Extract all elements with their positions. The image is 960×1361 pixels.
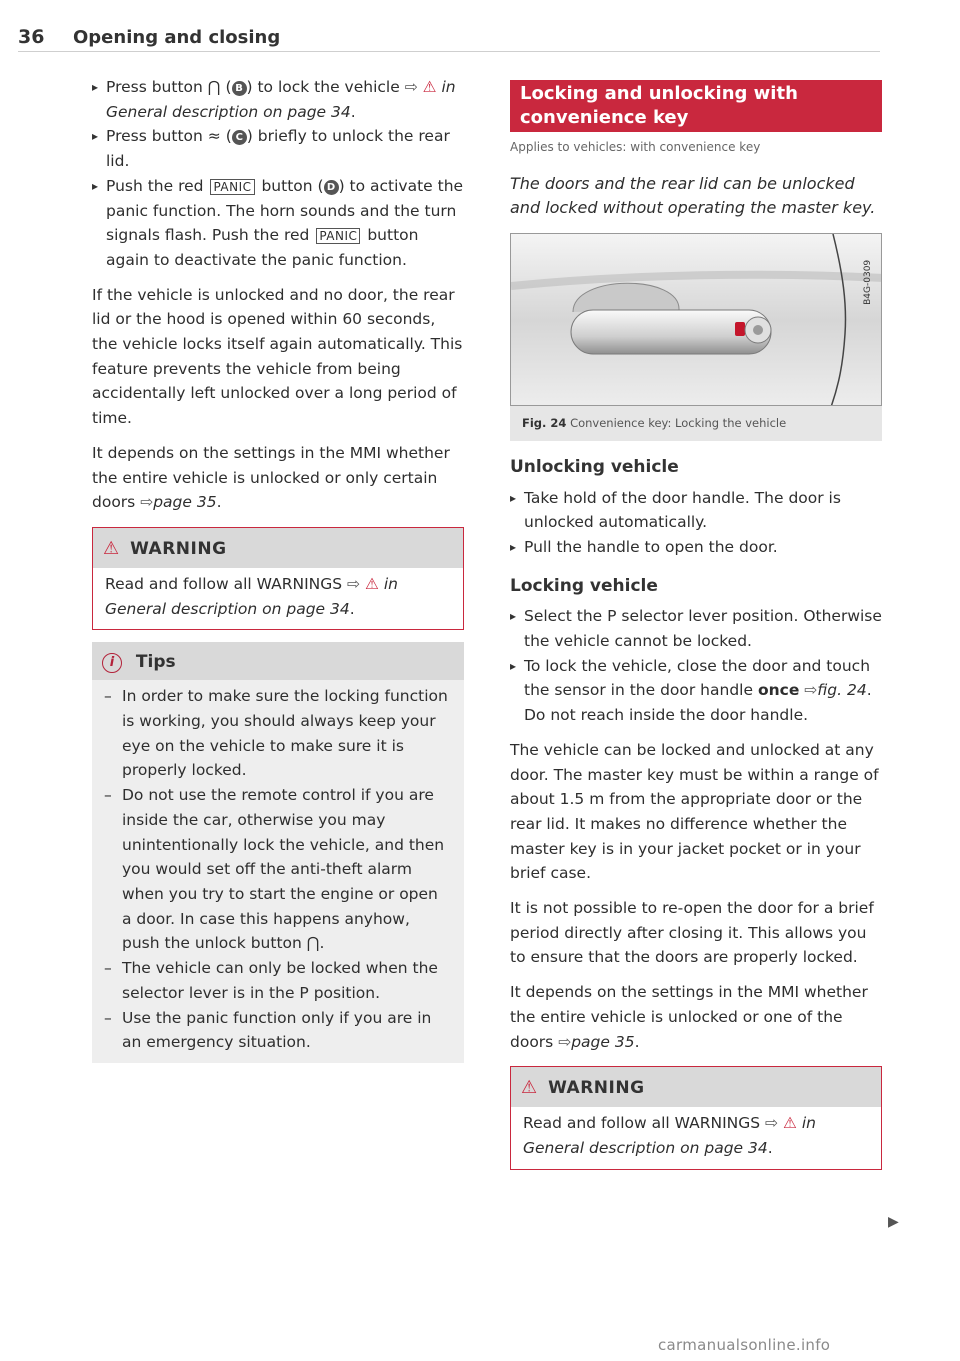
section-title: Opening and closing (73, 27, 281, 48)
arrow-icon: ⇨ (347, 574, 361, 593)
lock-button-icon: ⋂ (207, 78, 221, 96)
warning-box (510, 1066, 882, 1169)
arrow-icon: ⇨ (404, 78, 418, 96)
auto-relock-paragraph: If the vehicle is unlocked and no door, the rear lid or the hood is opened within 60 seconds, the vehicle locks itself again automatically. This feature prevents the vehicle from being accidentally left unlocked over a long period of time. (92, 285, 463, 428)
arrow-icon: ⇨ (804, 681, 818, 700)
tip-item: – Do not use the remote control if you are inside the car, otherwise you may unintentionally lock the vehicle, and then you would set off the anti-theft alarm when you try to start the engine or open a door. In case this happens anyhow, push the unlock button ⋂. (104, 783, 452, 956)
warning-icon: ⚠ (521, 1077, 538, 1099)
tip-item: – The vehicle can only be locked when the selector lever is in the P position. (104, 956, 452, 1005)
subheading-locking: Locking vehicle (510, 575, 658, 596)
link-general-description[interactable]: in General description on page 34 (105, 574, 398, 618)
range-paragraph: The vehicle can be locked and unlocked at any door. The master key must be within a range of about 1.5 m from the appropriate door or the rear lid. It makes no difference whether the master key is in your jacket pocket or in your brief case. (510, 740, 879, 883)
link-page-35[interactable]: page 35 (571, 1032, 635, 1051)
door-handle-illustration (511, 234, 882, 406)
warning-triangle-icon: ⚠ (422, 78, 437, 96)
warning-triangle-icon: ⚠ (364, 574, 379, 593)
figure-caption: Fig. 24 Convenience key: Locking the vehicle (510, 406, 882, 441)
reopen-paragraph: It is not possible to re-open the door for a brief period directly after closing it. This allows you to ensure that the doors are properly locked. (510, 899, 874, 967)
warning-triangle-icon: ⚠ (782, 1114, 797, 1133)
bullet-rear-lid: ▸ Press button ≈ ( C ) briefly to unlock the rear lid. (92, 124, 464, 173)
panic-key-label: PANIC (210, 179, 254, 195)
bullet-take-hold: ▸ Take hold of the door handle. The door is unlocked automatically. (510, 486, 882, 535)
tip-item: – Use the panic function only if you are in an emergency situation. (104, 1006, 452, 1055)
subheading-unlocking: Unlocking vehicle (510, 456, 679, 477)
link-fig-24[interactable]: fig. 24 (817, 681, 867, 700)
applies-to: Applies to vehicles: with convenience key (510, 140, 761, 154)
link-general-description[interactable]: in General description on page 34 (106, 78, 456, 121)
warning-body: Read and follow all WARNINGS ⇨ ⚠ in General description on page 34. (511, 1107, 881, 1168)
mmi-settings-paragraph: It depends on the settings in the MMI whether the entire vehicle is unlocked or only certain doors ⇨page 35. (92, 443, 450, 512)
bullet-pull-handle: ▸ Pull the handle to open the door. (510, 535, 882, 560)
figure-door-handle (510, 233, 882, 406)
page-number: 36 (18, 26, 45, 48)
watermark: carmanualsonline.info (658, 1336, 831, 1354)
page-header (18, 26, 880, 52)
figure-code: B4G-0309 (863, 259, 874, 305)
panic-key-label-2: PANIC (316, 228, 360, 244)
section-heading: Locking and unlocking with convenience key (510, 80, 882, 132)
mmi-settings-paragraph: It depends on the settings in the MMI whether the entire vehicle is unlocked or one of the doors ⇨page 35. (510, 983, 868, 1051)
tips-header: i Tips (92, 642, 464, 680)
arrow-icon: ⇨ (765, 1114, 779, 1133)
warning-header: ⚠ WARNING (511, 1067, 881, 1107)
tips-body (92, 680, 464, 1063)
warning-body: Read and follow all WARNINGS ⇨ ⚠ in General description on page 34. (93, 568, 463, 629)
bullet-touch-sensor: ▸ To lock the vehicle, close the door and touch the sensor in the door handle once ⇨fig. 24. Do not reach inside the door handle. (510, 654, 882, 728)
unlock-button-icon: ⋂ (306, 934, 320, 953)
bullet-select-p: ▸ Select the P selector lever position. Otherwise the vehicle cannot be locked. (510, 604, 882, 653)
callout-b-icon: B (232, 81, 247, 96)
warning-icon: ⚠ (103, 537, 120, 559)
arrow-icon: ⇨ (558, 1032, 572, 1051)
link-general-description[interactable]: in General description on page 34 (523, 1114, 816, 1157)
bullet-lock: ▸ Press button ⋂ ( B ) to lock the vehicle ⇨ ⚠ in General description on page 34. (92, 75, 464, 124)
continue-arrow-icon: ▶ (888, 1214, 899, 1230)
rear-lid-button-icon: ≈ (207, 127, 221, 146)
bullet-panic: ▸ Push the red PANIC button ( D ) to activate the panic function. The horn sounds and the turn signals flash. Push the red PANIC button again to deactivate the panic function. (92, 174, 464, 273)
warning-header: ⚠ WARNING (93, 528, 463, 568)
link-page-35[interactable]: page 35 (153, 493, 217, 512)
arrow-icon: ⇨ (140, 493, 154, 512)
callout-c-icon: C (232, 130, 247, 145)
left-column (92, 75, 464, 1063)
callout-d-icon: D (324, 180, 339, 195)
warning-box (92, 527, 464, 630)
right-column (510, 80, 882, 1170)
info-icon: i (102, 653, 122, 673)
intro-text: The doors and the rear lid can be unlocked and locked without operating the master key. (510, 173, 876, 218)
tips-box (92, 642, 464, 1063)
tip-item: – In order to make sure the locking function is working, you should always keep your eye on the vehicle to make sure it is properly locked. (104, 684, 452, 783)
figure-label: Fig. 24 (522, 416, 567, 431)
